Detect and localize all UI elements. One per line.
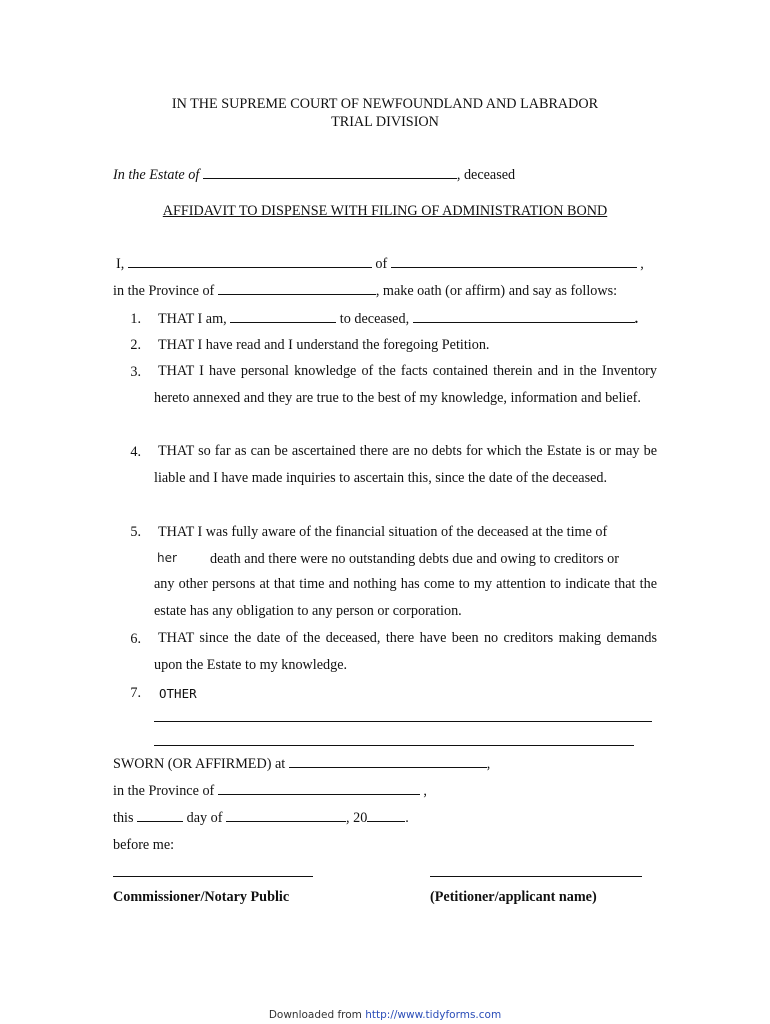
- this-label: this: [113, 810, 134, 826]
- sworn-place-field[interactable]: [289, 766, 487, 768]
- sworn-at-end: ,: [486, 756, 491, 772]
- month-field[interactable]: [226, 820, 346, 822]
- item-5-line-2: death and there were no outstanding debts due and owing to creditors or: [210, 551, 619, 567]
- affidavit-title: AFFIDAVIT TO DISPENSE WITH FILING OF ADMINISTRATION BOND: [162, 203, 608, 219]
- sworn-province-field[interactable]: [218, 793, 420, 795]
- year-end: .: [405, 810, 409, 826]
- download-footer: [0, 1009, 770, 1021]
- of-label: of: [375, 256, 388, 272]
- petitioner-signature-line[interactable]: [430, 876, 642, 877]
- estate-suffix: , deceased: [456, 167, 516, 183]
- item-1-text-b: to deceased,: [339, 311, 410, 327]
- item-1-end: .: [634, 311, 639, 327]
- year-prefix: , 20: [346, 810, 368, 826]
- item-number: 5.: [130, 524, 141, 540]
- item-5-line-1: THAT I was fully aware of the financial situation of the deceased at the time of: [158, 524, 608, 540]
- item-1-text-a: THAT I am,: [158, 311, 227, 327]
- petitioner-label: (Petitioner/applicant name): [430, 889, 597, 905]
- sworn-date-line: [113, 810, 409, 827]
- before-me-label: before me:: [113, 837, 175, 853]
- item-5-rest: any other persons at that time and nothing has come to my attention to indicate that the estate has any obligation to any person or corporation.: [154, 576, 657, 619]
- province-oath-line: [113, 283, 617, 300]
- sworn-province-label: in the Province of: [113, 783, 215, 799]
- court-heading: IN THE SUPREME COURT OF NEWFOUNDLAND AND LABRADOR: [171, 96, 599, 112]
- item-3-text: THAT I have personal knowledge of the facts contained therein and in the Inventory hereto annexed and they are true to the best of my knowledge, information and belief.: [154, 363, 657, 406]
- item-number: 2.: [130, 337, 141, 353]
- item-1: [158, 311, 638, 328]
- sworn-province-end: ,: [423, 783, 427, 799]
- division-heading: TRIAL DIVISION: [331, 114, 439, 130]
- deponent-address-field[interactable]: [391, 266, 637, 268]
- estate-line: [113, 167, 515, 184]
- item-number: 7.: [130, 685, 141, 701]
- i-label: I,: [116, 256, 125, 272]
- sworn-at-label: SWORN (OR AFFIRMED) at: [113, 756, 286, 772]
- item-4-text: THAT so far as can be ascertained there are no debts for which the Estate is or may be liable and I have made inquiries to ascertain this, since the date of the deceased.: [154, 443, 657, 486]
- other-field-line-2[interactable]: [154, 745, 634, 746]
- item-number: 4.: [130, 444, 141, 460]
- day-field[interactable]: [137, 820, 183, 822]
- commissioner-label: Commissioner/Notary Public: [113, 889, 290, 905]
- year-field[interactable]: [367, 820, 405, 822]
- deponent-comma: ,: [640, 256, 644, 272]
- item-7-other-label: OTHER: [159, 686, 197, 701]
- estate-prefix: In the Estate of: [113, 167, 200, 183]
- deponent-name-field[interactable]: [128, 266, 372, 268]
- deponent-province-field[interactable]: [218, 293, 376, 295]
- other-field-line-1[interactable]: [154, 721, 652, 722]
- footer-prefix: Downloaded from: [268, 1009, 362, 1021]
- day-of-label: day of: [186, 810, 223, 826]
- deponent-line: [116, 256, 644, 273]
- item-number: 3.: [130, 364, 141, 380]
- relationship-field[interactable]: [230, 321, 336, 323]
- item-number: 1.: [130, 311, 141, 327]
- pronoun-field[interactable]: her: [157, 551, 177, 565]
- sworn-at-line: [113, 756, 490, 773]
- item-6-text: THAT since the date of the deceased, there have been no creditors making demands upon the Estate to my knowledge.: [154, 630, 657, 673]
- item-number: 6.: [130, 631, 141, 647]
- commissioner-signature-line[interactable]: [113, 876, 313, 877]
- tidyforms-link[interactable]: http://www.tidyforms.com: [365, 1009, 502, 1021]
- deceased-name-field[interactable]: [413, 321, 635, 323]
- estate-name-field[interactable]: [203, 177, 457, 179]
- item-2-text: THAT I have read and I understand the foregoing Petition.: [158, 337, 490, 353]
- oath-text: , make oath (or affirm) and say as follows:: [375, 283, 618, 299]
- sworn-province-line: [113, 783, 427, 800]
- province-label: in the Province of: [113, 283, 215, 299]
